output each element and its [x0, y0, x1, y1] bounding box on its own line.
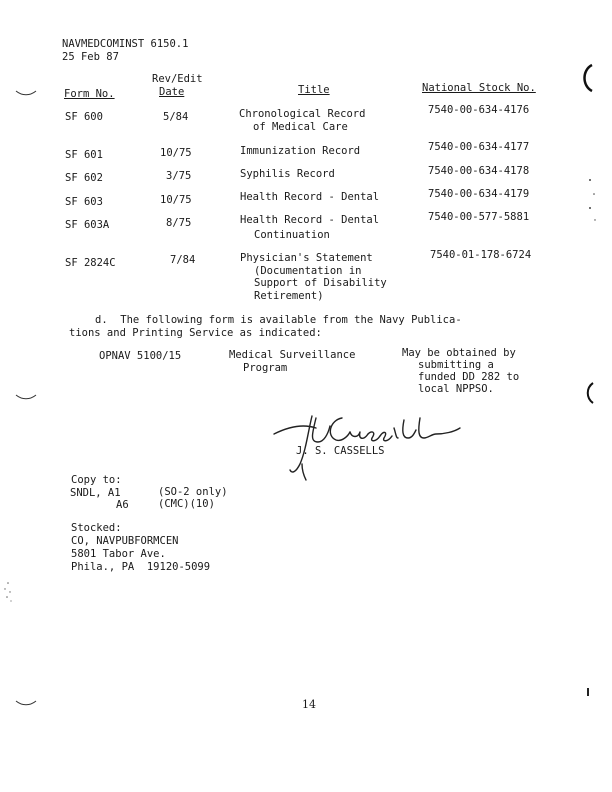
- stocked-label: Stocked:: [71, 522, 122, 534]
- scan-speckle-right: [586, 172, 600, 226]
- table-row-form: SF 600: [65, 111, 103, 123]
- table-row-form: SF 601: [65, 149, 103, 161]
- table-row-title-cont: of Medical Care: [253, 121, 348, 133]
- table-row-stock: 7540-01-178-6724: [430, 249, 532, 261]
- table-row-title: Syphilis Record: [240, 168, 335, 180]
- instruction-number: NAVMEDCOMINST 6150.1: [62, 38, 189, 50]
- copy-to-code-1: SNDL, A1: [70, 487, 121, 499]
- col-header-title: Title: [298, 84, 330, 96]
- table-row-title: Health Record - Dental: [240, 191, 380, 203]
- stocked-line-2: 5801 Tabor Ave.: [71, 548, 166, 560]
- table-row-title: Chronological Record: [239, 108, 366, 120]
- instruction-date: 25 Feb 87: [62, 51, 119, 63]
- col-header-date: Date: [159, 86, 185, 98]
- opnav-availability-cont: submitting a: [418, 359, 494, 371]
- table-row-title: Physician's Statement: [240, 252, 373, 264]
- table-row-date: 10/75: [160, 194, 192, 206]
- scan-mark-right-2: [582, 380, 598, 406]
- table-row-title: Immunization Record: [240, 145, 361, 157]
- scan-mark-left-3: [14, 698, 38, 708]
- page-number: 14: [302, 698, 316, 711]
- opnav-availability: May be obtained by: [402, 347, 516, 359]
- table-row-title-cont: (Documentation in: [254, 265, 362, 277]
- table-row-stock: 7540-00-634-4179: [428, 188, 530, 200]
- scan-mark-left-2: [14, 392, 38, 402]
- table-row-form: SF 2824C: [65, 257, 116, 269]
- table-row-date: 8/75: [166, 217, 192, 229]
- table-row-title: Health Record - Dental: [240, 214, 380, 226]
- table-row-title-cont: Support of Disability: [254, 277, 387, 289]
- scan-mark-right-1: [578, 62, 598, 94]
- scan-mark-right-3: [584, 686, 592, 700]
- col-header-stock-no: National Stock No.: [422, 82, 536, 94]
- table-row-form: SF 603: [65, 196, 103, 208]
- signer-name: J. S. CASSELLS: [296, 445, 385, 457]
- paragraph-d-line2: tions and Printing Service as indicated:: [69, 327, 322, 339]
- copy-to-code-2: A6: [116, 499, 129, 511]
- opnav-availability-cont: local NPPSO.: [418, 383, 494, 395]
- scan-mark-left-1: [14, 88, 38, 98]
- table-row-stock: 7540-00-634-4176: [428, 104, 530, 116]
- table-row-stock: 7540-00-634-4178: [428, 165, 530, 177]
- opnav-title-cont: Program: [243, 362, 288, 374]
- table-row-title-cont: Retirement): [254, 290, 324, 302]
- table-row-date: 3/75: [166, 170, 192, 182]
- table-row-stock: 7540-00-577-5881: [428, 211, 530, 223]
- copy-to-label: Copy to:: [71, 474, 122, 486]
- table-row-form: SF 603A: [65, 219, 110, 231]
- table-row-date: 5/84: [163, 111, 189, 123]
- paragraph-d-line1: d. The following form is available from the Navy Publica-: [95, 314, 462, 326]
- opnav-title: Medical Surveillance: [229, 349, 356, 361]
- table-row-date: 10/75: [160, 147, 192, 159]
- stocked-line-1: CO, NAVPUBFORMCEN: [71, 535, 179, 547]
- scan-speckle-left: [2, 580, 14, 606]
- col-header-rev-edit: Rev/Edit: [152, 73, 203, 85]
- copy-to-note-2: (CMC)(10): [158, 498, 215, 510]
- stocked-line-3: Phila., PA 19120-5099: [71, 561, 211, 573]
- table-row-title-cont: Continuation: [254, 229, 330, 241]
- col-header-form-no: Form No.: [64, 88, 115, 100]
- opnav-form-number: OPNAV 5100/15: [99, 350, 182, 362]
- table-row-date: 7/84: [170, 254, 196, 266]
- table-row-stock: 7540-00-634-4177: [428, 141, 530, 153]
- opnav-availability-cont: funded DD 282 to: [418, 371, 520, 383]
- copy-to-note-1: (SO-2 only): [158, 486, 228, 498]
- table-row-form: SF 602: [65, 172, 103, 184]
